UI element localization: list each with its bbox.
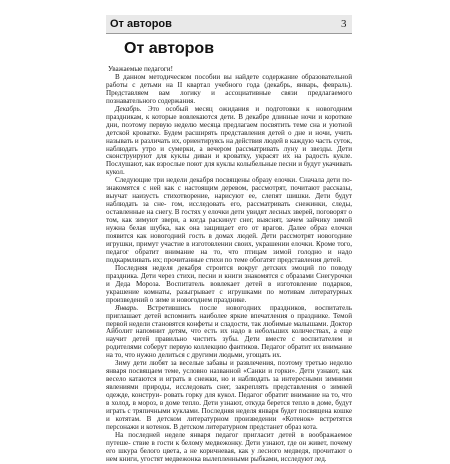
paragraph-lead: Январь. <box>115 303 139 312</box>
paragraph-text: На последней неделе января педагог пригласит детей в воображаемое путеше- ствие в гости к белому медвежонку. Дети узнают, где он живет, почему его шкура белого цвета, а не коричневая, как у лесного медведя, прочитают о нем книги, угостят медвежонка вылепленными рыбками, исследуют лед. <box>106 430 352 463</box>
running-head: От авторов <box>110 18 172 30</box>
paragraph-text: В данном методическом пособии вы найдете содержание образовательной работы с детьми на II квартал учебного года (декабрь, январь, февраль). Представляем вам логику и ассоциативные связи предлагаемого познавательного содержания. <box>106 72 352 105</box>
paragraph-text: Последняя неделя декабря строится вокруг детских эмоций по поводу праздника. Дети через стихи, песни и книги знакомятся с образами Снегурочки и Деда Мороза. Воспитатель вовлекает детей в изготовление подарков, украшение комнаты, разыгрывает с игрушками по мотивам литературных произведений о зиме и новогоднем празднике. <box>106 263 352 304</box>
paragraph-last-week-december <box>106 265 352 305</box>
paragraph-tree <box>106 177 352 264</box>
page-title: От авторов <box>124 40 215 57</box>
paragraph-january <box>106 305 352 361</box>
paragraph-text: Уважаемые педагоги! <box>108 65 173 73</box>
paragraph-bear <box>106 432 352 464</box>
paragraph-lead: Декабрь. <box>115 104 142 113</box>
paragraph-text: Зиму дети любят за веселые забавы и развлечения, поэтому третью неделю января посвящаем теме, условно названной «Санки и горки». Дети узнают, как весело катаются и играть в снежки, но и наблюдать за интересными зимними явлениями природы, исследовать снег, закреплять представления о зимней одежде, конструи- ровать горку для кукол. Педагог обратит внимание на то, что в холод, в мороз, в доме тепло. Дети узнают, откуда берется тепло в доме, будут играть с тряпичными куклами. Последняя неделя января будет посвящена кошке и котятам. В детском литературном произведении «Котенок» встретятся персонажи и котенок. В детском литературном предстанет образ кота. <box>106 359 352 431</box>
paragraph-text: Встретившись после новогодних праздников, воспитатель приглашает детей вспомнить наиболее яркие впечатления о празднике. Темой первой недели становятся конфеты и сладости, так любимые малышами. Доктор Айболит напомнит детям, что есть их надо в небольших количествах, а еще научит детей правильно чистить зубы. Дети вместе с воспитателем и родителями соберут первую коллекцию фантиков. Педагог обратит их внимание на то, что нужно делиться с другими людьми, угощать их. <box>106 303 352 360</box>
body-text <box>106 66 352 464</box>
paragraph-text: Это особый месяц ожидания и подготовки к новогодним праздникам, к которые вовлекаются дети. В декабре длинные ночи и короткие дни, поэтому первую неделю месяца предлагаем посвятить теме сна и уютной детской кроватке. Будем расширять представления детей о дне и ночи, учить называть и различать их, ориентируясь на действия людей в каждую часть суток, наблюдать утро и сумерки, а вечером рассматривать луну и звезды. Дети сконструируют для куклы диван и кроватку, украсят их на радость кукле. Послушают, как взрослые поют для куклы колыбельные песни и будут укачивать кукол. <box>106 104 352 177</box>
page-number: 3 <box>341 18 347 30</box>
paragraph-text: Следующие три недели декабря посвящены образу елочки. Сначала дети по- знакомятся с ней как с настоящим деревом, рассмотрят, почитают рассказы, выучат наизусть стихотворение, нарисуют ее, слепят шишки. Дети будут наблюдать за сне- гом, исследовать его, рассматривать снежинки, следы, оставленные на снегу. В гостях у елочки дети увидят лесных зверей, поговорят о том, как зимуют звери, а когда раскинут снег, выяснят, зачем зайчику зимой нужна белая шубка, как она защищает его от врагов. Далее образ елочки появится как новогодний гость в домах людей. Дети рассмотрят новогодние игрушки, примут участие в изготовлении своих, украшении елочки. Кроме того, педагог обратит внимание на то, что птицам зимой голодно и надо подкармливать их; прочитанные стихи по теме обогатят представления детей. <box>106 176 352 264</box>
paragraph-winter-fun <box>106 360 352 432</box>
paragraph-december <box>106 106 352 178</box>
paragraph-intro <box>106 74 352 106</box>
